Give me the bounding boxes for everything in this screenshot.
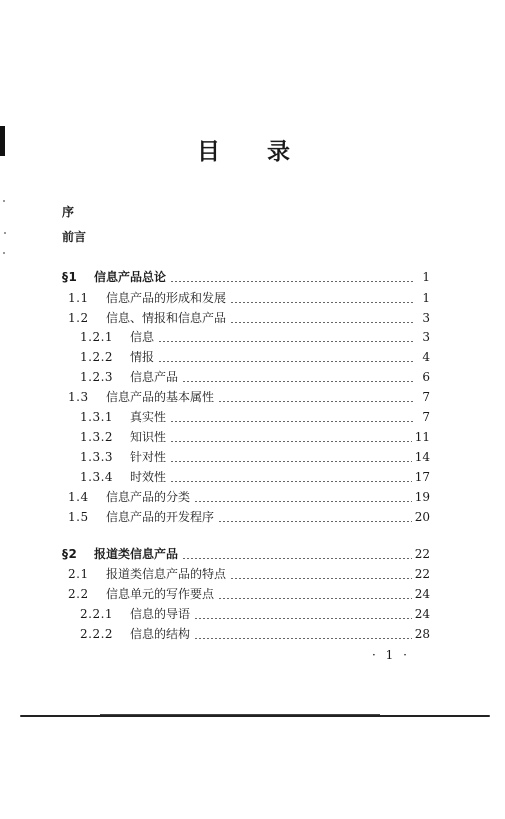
toc-number: 1.2 xyxy=(68,311,89,325)
toc-entry xyxy=(80,408,430,426)
toc-entry xyxy=(68,289,430,307)
dot-leader xyxy=(230,322,413,323)
dot-leader xyxy=(170,421,413,422)
page-title xyxy=(0,133,505,163)
page-number: · 1 · xyxy=(372,648,410,662)
toc-number: 1.2.3 xyxy=(80,370,114,384)
dot-leader xyxy=(194,618,412,619)
toc-title: 信息 xyxy=(130,330,155,344)
dot-leader xyxy=(182,558,412,559)
toc-title: 信息产品的开发程序 xyxy=(106,510,215,524)
toc-title: 知识性 xyxy=(130,430,167,444)
toc-title: 情报 xyxy=(130,350,155,364)
toc-page-number: 1 xyxy=(422,270,430,284)
toc-title: 真实性 xyxy=(130,410,167,424)
dot-leader xyxy=(218,401,413,402)
dot-leader xyxy=(182,381,413,382)
dot-leader xyxy=(230,578,412,579)
dot-leader xyxy=(170,281,413,282)
dot-leader xyxy=(158,361,413,362)
toc-title: 信息、情报和信息产品 xyxy=(106,311,227,325)
toc-title: 针对性 xyxy=(130,450,167,464)
toc-title: 报道类信息产品 xyxy=(94,547,179,561)
toc-number: 2.2.1 xyxy=(80,607,114,621)
toc-chapter xyxy=(62,545,430,563)
toc-page-number: 22 xyxy=(414,567,430,581)
foreword-link: 前言 xyxy=(62,230,87,244)
toc-page-number: 7 xyxy=(422,390,430,404)
toc-number: 2.2.2 xyxy=(80,627,114,641)
bottom-rule xyxy=(20,715,490,717)
toc-entry xyxy=(80,605,430,623)
toc-entry xyxy=(80,448,430,466)
toc-page-number: 11 xyxy=(414,430,430,444)
preface-link: 序 xyxy=(62,205,75,219)
dot-leader xyxy=(170,481,412,482)
toc-page-number: 20 xyxy=(414,510,430,524)
toc-page-number: 17 xyxy=(414,470,430,484)
toc-page-number: 3 xyxy=(422,311,430,325)
toc-number: 1.4 xyxy=(68,490,89,504)
toc-page-number: 1 xyxy=(422,291,430,305)
toc-number: §2 xyxy=(62,547,78,561)
dot-leader xyxy=(218,521,412,522)
toc-title: 信息产品 xyxy=(130,370,179,384)
dot-leader xyxy=(170,461,412,462)
toc-entry xyxy=(68,565,430,583)
dot-leader xyxy=(194,501,412,502)
dot-leader xyxy=(170,441,412,442)
toc-entry xyxy=(68,585,430,603)
toc-number: 1.3.3 xyxy=(80,450,114,464)
toc-title: 信息的导语 xyxy=(130,607,191,621)
toc-number: 1.3.1 xyxy=(80,410,114,424)
title-char-2: 录 xyxy=(267,139,290,165)
toc-chapter xyxy=(62,268,430,286)
toc-entry xyxy=(80,368,430,386)
scan-speck xyxy=(3,200,5,202)
toc-page-number: 24 xyxy=(414,587,430,601)
toc-page-number: 28 xyxy=(414,627,430,641)
toc-page-number: 22 xyxy=(414,547,430,561)
toc-page-number: 7 xyxy=(422,410,430,424)
toc-number: 1.1 xyxy=(68,291,89,305)
toc-entry xyxy=(80,625,430,643)
toc-number: 2.2 xyxy=(68,587,89,601)
toc-entry xyxy=(80,428,430,446)
toc-title: 信息的结构 xyxy=(130,627,191,641)
toc-number: 1.2.1 xyxy=(80,330,114,344)
toc-page-number: 6 xyxy=(422,370,430,384)
dot-leader xyxy=(194,638,412,639)
scan-speck xyxy=(3,252,5,254)
toc-entry xyxy=(68,309,430,327)
toc-entry xyxy=(68,388,430,406)
toc-title: 信息产品的形成和发展 xyxy=(106,291,227,305)
toc-number: 2.1 xyxy=(68,567,89,581)
toc-number: 1.5 xyxy=(68,510,89,524)
toc-title: 信息产品总论 xyxy=(94,270,167,284)
toc-entry xyxy=(68,508,430,526)
dot-leader xyxy=(218,598,412,599)
toc-number: 1.2.2 xyxy=(80,350,114,364)
toc-number: 1.3 xyxy=(68,390,89,404)
toc-number: §1 xyxy=(62,270,78,284)
toc-page-number: 4 xyxy=(422,350,430,364)
toc-entry xyxy=(80,328,430,346)
dot-leader xyxy=(230,302,413,303)
toc-title: 信息单元的写作要点 xyxy=(106,587,215,601)
toc-page-number: 14 xyxy=(414,450,430,464)
toc-entry xyxy=(80,468,430,486)
dot-leader xyxy=(158,341,413,342)
toc-page-number: 19 xyxy=(414,490,430,504)
toc-title: 信息产品的分类 xyxy=(106,490,191,504)
toc-title: 报道类信息产品的特点 xyxy=(106,567,227,581)
toc-number: 1.3.4 xyxy=(80,470,114,484)
toc-entry xyxy=(68,488,430,506)
title-char-1: 目 xyxy=(197,139,220,165)
toc-page-number: 24 xyxy=(414,607,430,621)
toc-entry xyxy=(80,348,430,366)
toc-title: 信息产品的基本属性 xyxy=(106,390,215,404)
toc-page-number: 3 xyxy=(422,330,430,344)
scan-speck xyxy=(4,232,6,234)
toc-title: 时效性 xyxy=(130,470,167,484)
toc-number: 1.3.2 xyxy=(80,430,114,444)
